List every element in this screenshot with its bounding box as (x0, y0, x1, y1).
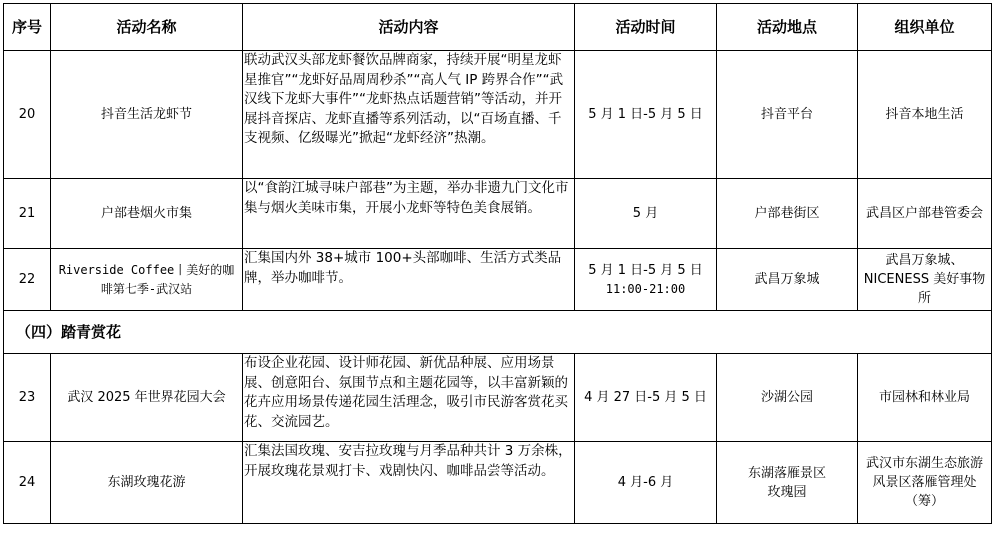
cell-place (717, 442, 858, 524)
table-row (4, 442, 992, 524)
cell-seq: 20 (4, 51, 51, 179)
cell-content: 汇集国内外 38+城市 100+头部咖啡、生活方式类品牌，举办咖啡节。 (243, 249, 575, 311)
cell-seq: 23 (4, 354, 51, 442)
header-name: 活动名称 (51, 4, 243, 51)
cell-place: 武昌万象城 (717, 249, 858, 311)
cell-org: 抖音本地生活 (858, 51, 992, 179)
cell-place-line1: 东湖落雁景区 (747, 465, 826, 481)
cell-place: 户部巷街区 (717, 179, 858, 249)
header-place: 活动地点 (717, 4, 858, 51)
cell-time-date: 5 月 1 日-5 月 5 日 (588, 262, 703, 278)
header-seq: 序号 (4, 4, 51, 51)
cell-content: 布设企业花园、设计师花园、新优品种展、应用场景展、创意阳台、氛围节点和主题花园等，以丰富新颖的花卉应用场景传递花园生活理念，吸引市民游客赏花买花、交流园艺。 (243, 354, 575, 442)
cell-org: 武昌区户部巷管委会 (858, 179, 992, 249)
section-title: （四）踏青赏花 (4, 311, 992, 354)
table-row (4, 354, 992, 442)
cell-name: 东湖玫瑰花游 (51, 442, 243, 524)
header-content: 活动内容 (243, 4, 575, 51)
header-time: 活动时间 (575, 4, 717, 51)
table-row (4, 51, 992, 179)
cell-name: 户部巷烟火市集 (51, 179, 243, 249)
cell-time-hours: 11:00-21:00 (605, 281, 686, 296)
cell-time (575, 249, 717, 311)
cell-seq: 22 (4, 249, 51, 311)
cell-content: 联动武汉头部龙虾餐饮品牌商家，持续开展“明星龙虾星推官”“龙虾好品周周秒杀”“高人气 IP 跨界合作”“武汉线下龙虾大事件”“龙虾热点话题营销”等活动，并开展抖音探店、龙虾直播等系列活动，以“百场直播、千支视频、亿级曝光”掀起“龙虾经济”热潮。 (243, 51, 575, 179)
cell-name: Riverside Coffee丨美好的咖啡第七季-武汉站 (51, 249, 243, 311)
table-header-row (4, 4, 992, 51)
cell-time: 5 月 1 日-5 月 5 日 (575, 51, 717, 179)
cell-time: 4 月 27 日-5 月 5 日 (575, 354, 717, 442)
cell-seq: 24 (4, 442, 51, 524)
cell-name: 抖音生活龙虾节 (51, 51, 243, 179)
header-org: 组织单位 (858, 4, 992, 51)
cell-time: 5 月 (575, 179, 717, 249)
cell-content: 以“食韵江城寻味户部巷”为主题，举办非遗九门文化市集与烟火美味市集，开展小龙虾等特色美食展销。 (243, 179, 575, 249)
cell-time: 4 月-6 月 (575, 442, 717, 524)
cell-org: 武汉市东湖生态旅游风景区落雁管理处（筹） (858, 442, 992, 524)
section-row (4, 311, 992, 354)
cell-seq: 21 (4, 179, 51, 249)
cell-place: 抖音平台 (717, 51, 858, 179)
activity-table (3, 3, 992, 524)
table-row (4, 179, 992, 249)
cell-place-line2: 玫瑰园 (767, 484, 807, 500)
cell-org: 武昌万象城、NICENESS 美好事物所 (858, 249, 992, 311)
cell-place: 沙湖公园 (717, 354, 858, 442)
cell-name: 武汉 2025 年世界花园大会 (51, 354, 243, 442)
cell-content: 汇集法国玫瑰、安吉拉玫瑰与月季品种共计 3 万余株，开展玫瑰花景观打卡、戏剧快闪、咖啡品尝等活动。 (243, 442, 575, 524)
table-row (4, 249, 992, 311)
cell-org: 市园林和林业局 (858, 354, 992, 442)
